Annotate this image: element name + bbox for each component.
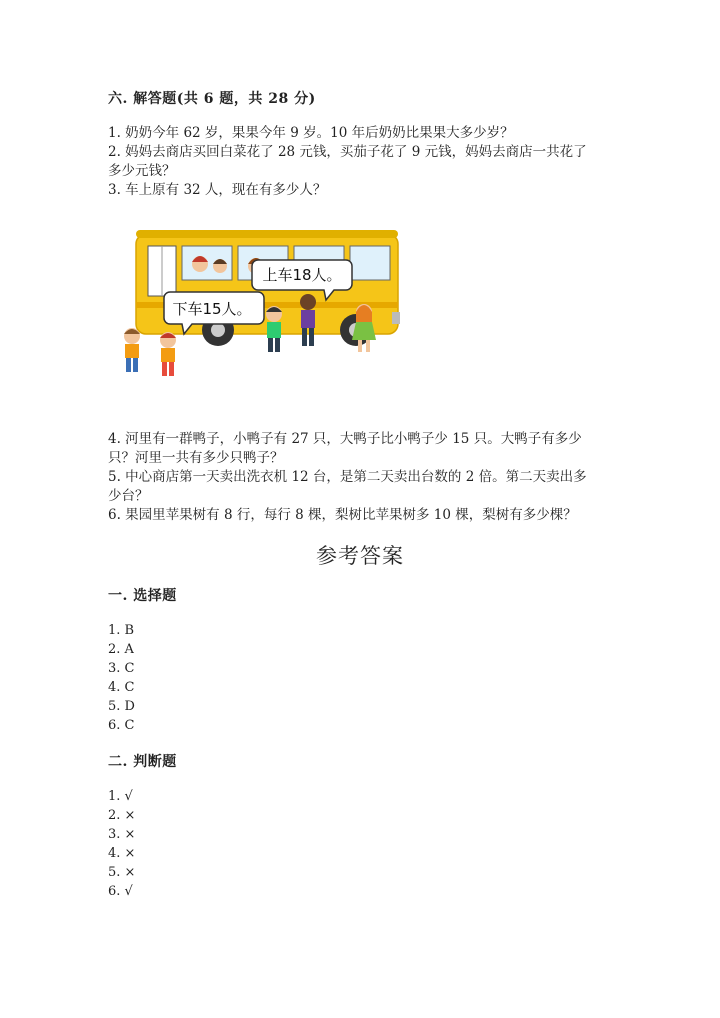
judge-heading: 二. 判断题 xyxy=(108,754,177,770)
judge-answer: 5. × xyxy=(108,865,136,880)
question-6: 6. 果园里苹果树有 8 行，每行 8 棵，梨树比苹果树多 10 棵，梨树有多少棵？ xyxy=(108,507,577,523)
judge-answer: 2. × xyxy=(108,808,136,823)
question-3: 3. 车上原有 32 人，现在有多少人？ xyxy=(108,182,327,198)
question-5-line2: 少台？ xyxy=(108,488,149,504)
answers-title: 参考答案 xyxy=(316,544,404,568)
bubble-down-text: 下车15人。 xyxy=(172,300,252,318)
judge-answer: 6. √ xyxy=(108,884,133,899)
child-figure xyxy=(160,332,176,376)
section-heading: 六. 解答题(共 6 题，共 28 分) xyxy=(108,91,316,107)
bus-illustration xyxy=(108,222,408,394)
choice-answer: 3. C xyxy=(108,661,135,676)
choice-answer: 6. C xyxy=(108,718,135,733)
child-figure xyxy=(300,294,316,346)
question-5-line1: 5. 中心商店第一天卖出洗衣机 12 台，是第二天卖出台数的 2 倍。第二天卖出多 xyxy=(108,469,587,485)
judge-answer: 4. × xyxy=(108,846,136,861)
choice-answer: 5. D xyxy=(108,699,135,714)
question-4-line2: 只？河里一共有多少只鸭子？ xyxy=(108,450,284,466)
question-2-line1: 2. 妈妈去商店买回白菜花了 28 元钱，买茄子花了 9 元钱，妈妈去商店一共花了 xyxy=(108,144,587,160)
question-4-line1: 4. 河里有一群鸭子，小鸭子有 27 只，大鸭子比小鸭子少 15 只。大鸭子有多少 xyxy=(108,431,582,447)
judge-answer: 1. √ xyxy=(108,789,133,804)
question-1: 1. 奶奶今年 62 岁，果果今年 9 岁。10 年后奶奶比果果大多少岁？ xyxy=(108,125,514,141)
bus-window xyxy=(350,246,390,280)
child-figure xyxy=(124,328,140,372)
judge-answer: 3. × xyxy=(108,827,136,842)
question-2-line2: 多少元钱？ xyxy=(108,163,176,179)
bubble-up-text: 上车18人。 xyxy=(262,266,342,284)
choice-answer: 2. A xyxy=(108,642,134,657)
choice-answer: 1. B xyxy=(108,623,135,638)
choice-answer: 4. C xyxy=(108,680,135,695)
child-figure xyxy=(266,306,282,352)
choice-heading: 一. 选择题 xyxy=(108,588,177,604)
